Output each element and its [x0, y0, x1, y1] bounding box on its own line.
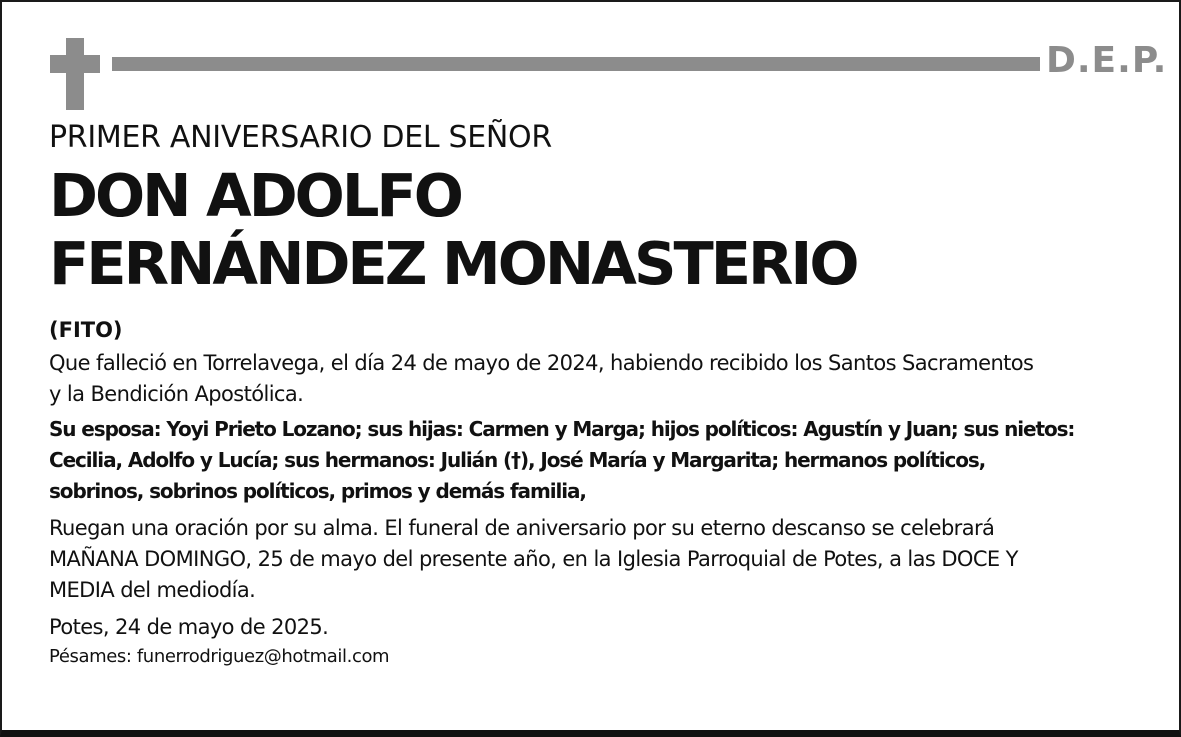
deceased-nickname: (FITO) — [49, 318, 123, 342]
funeral-line-3: MEDIA del mediodía. — [49, 578, 256, 602]
place-date: Potes, 24 de mayo de 2025. — [49, 615, 329, 639]
death-paragraph — [49, 348, 1139, 410]
notice-body — [49, 118, 1139, 671]
deceased-name-line-2: FERNÁNDEZ MONASTERIO — [49, 229, 857, 298]
family-line-2: Cecilia, Adolfo y Lucía; sus hermanos: Julián (†), José María y Margarita; hermanos políticos, — [49, 448, 986, 472]
family-paragraph — [49, 414, 1139, 507]
header-row — [50, 38, 1168, 110]
funeral-paragraph — [49, 513, 1139, 606]
header-rule — [112, 57, 1040, 71]
funeral-line-2: MAÑANA DOMINGO, 25 de mayo del presente año, en la Iglesia Parroquial de Potes, a las DOCE Y — [49, 547, 1018, 571]
family-line-1: Su esposa: Yoyi Prieto Lozano; sus hijas: Carmen y Marga; hijos políticos: Agustín y Juan; sus nietos: — [49, 417, 1075, 441]
family-line-3: sobrinos, sobrinos políticos, primos y demás familia, — [49, 479, 586, 503]
deceased-name-line-1: DON ADOLFO — [49, 161, 461, 230]
deceased-name — [49, 162, 1139, 298]
funeral-line-1: Ruegan una oración por su alma. El funeral de aniversario por su eterno descanso se celebrará — [49, 516, 995, 540]
death-line-1: Que falleció en Torrelavega, el día 24 de mayo de 2024, habiendo recibido los Santos Sacramentos — [49, 351, 1034, 375]
death-line-2: y la Bendición Apostólica. — [49, 382, 304, 406]
cross-icon — [50, 38, 100, 110]
dep-label: D.E.P. — [1046, 40, 1168, 81]
condolences-contact: Pésames: funerrodriguez@hotmail.com — [49, 646, 390, 667]
notice-subtitle: PRIMER ANIVERSARIO DEL SEÑOR — [49, 120, 552, 155]
